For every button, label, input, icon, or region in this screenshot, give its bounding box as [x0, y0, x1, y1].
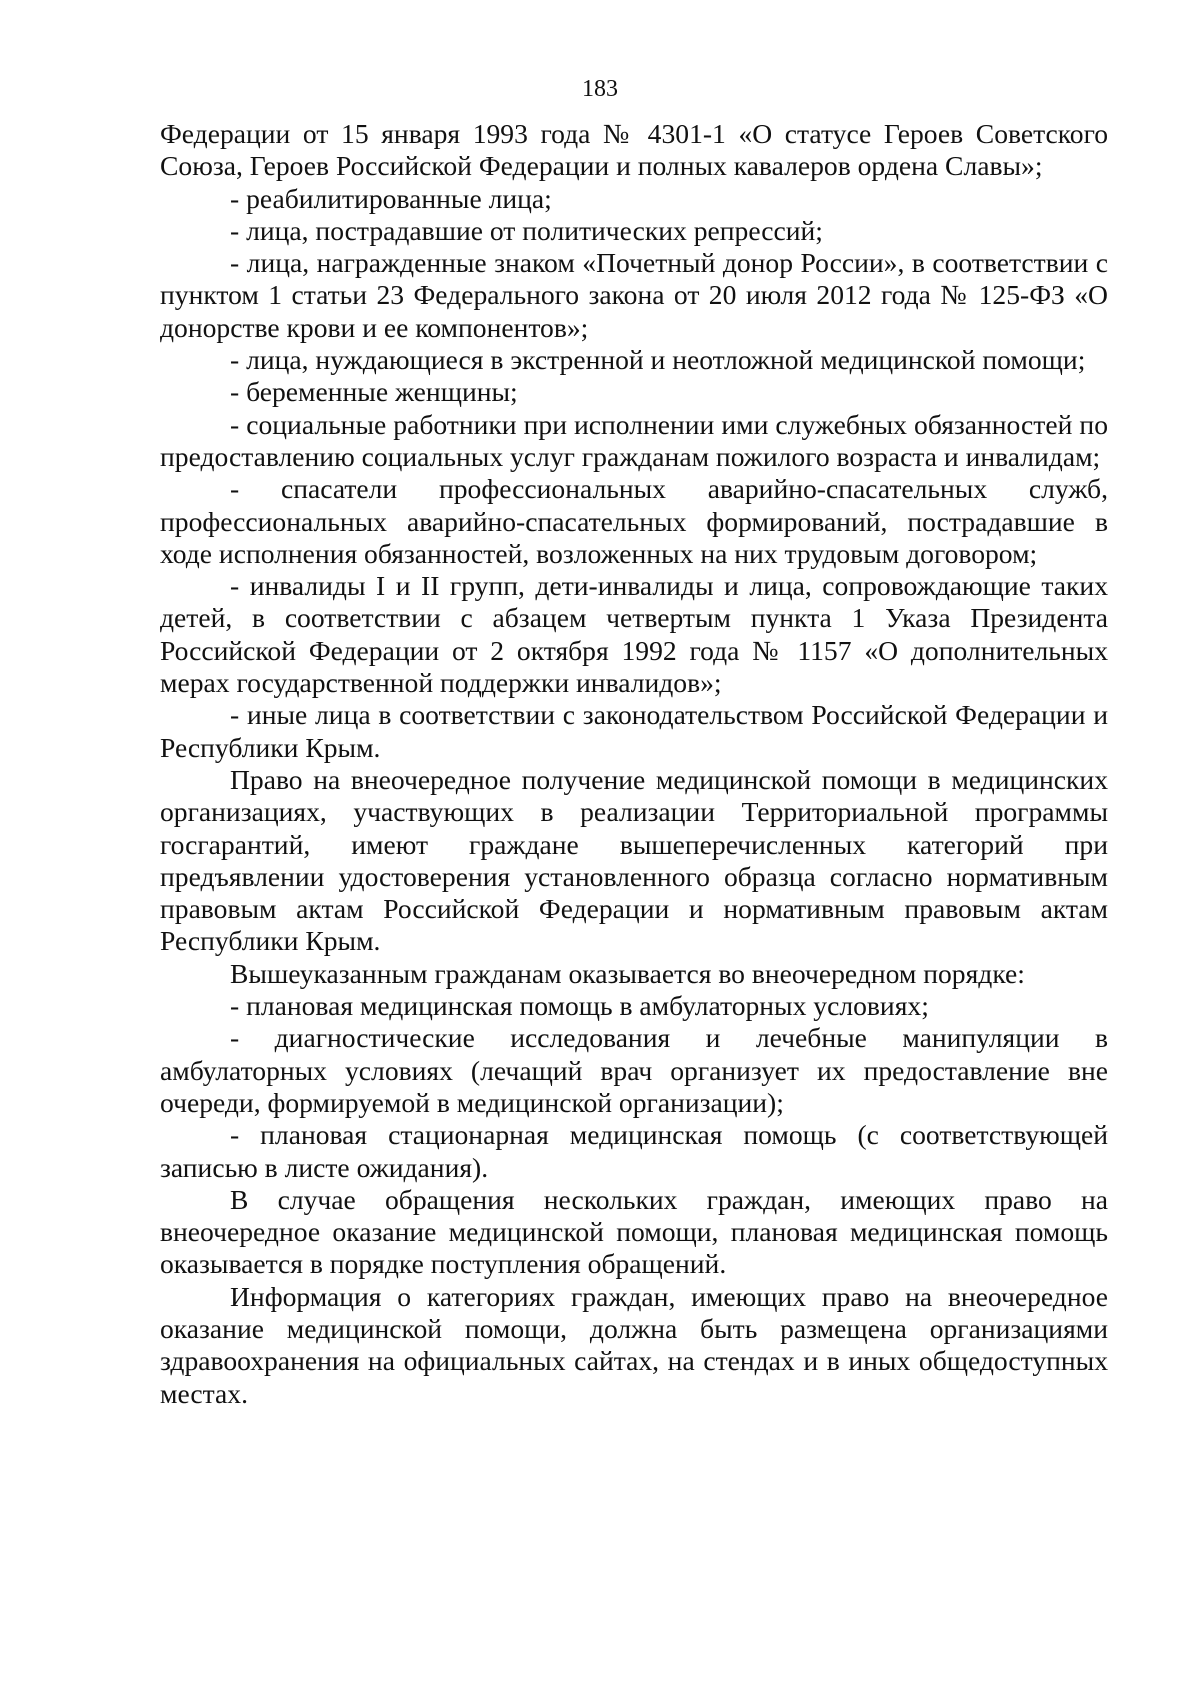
list-item-social-workers: - социальные работники при исполнении ими служебных обязанностей по предоставлению социальных услуг гражданам пожилого возраста и инвалидам;: [160, 408, 1108, 472]
list-item-honorary-donor: - лица, награжденные знаком «Почетный донор России», в соответствии с пунктом 1 статьи 23 Федерального закона от 20 июля 2012 года № 125-ФЗ «О донорстве крови и ее компонентов»;: [160, 247, 1108, 343]
list-item-emergency-care: - лица, нуждающиеся в экстренной и неотложной медицинской помощи;: [230, 344, 1086, 376]
paragraph-continuation: Федерации от 15 января 1993 года № 4301-1 «О статусе Героев Советского Союза, Героев Российской Федерации и полных кавалеров ордена Славы»;: [160, 118, 1108, 182]
list-item-rehabilitated: - реабилитированные лица;: [230, 182, 552, 214]
list-item-pregnant-women: - беременные женщины;: [230, 376, 518, 408]
paragraph-information-placement: Информация о категориях граждан, имеющих право на внеочередное оказание медицинской помощи, должна быть размещена организациями здравоохранения на официальных сайтах, на стендах и в иных общедоступных местах.: [160, 1280, 1108, 1409]
paragraph-priority-services-intro: Вышеуказанным гражданам оказывается во внеочередном порядке:: [230, 957, 1025, 989]
list-item-diagnostics: - диагностические исследования и лечебные манипуляции в амбулаторных условиях (лечащий врач организует их предоставление вне очереди, формируемой в медицинской организации);: [160, 1022, 1108, 1118]
document-body: [160, 118, 1108, 1410]
list-item-disabled-persons: - инвалиды I и II групп, дети-инвалиды и лица, сопровождающие таких детей, в соответствии с абзацем четвертым пункта 1 Указа Президента Российской Федерации от 2 октября 1992 года № 1157 «О дополнительных мерах государственной поддержки инвалидов»;: [160, 570, 1108, 699]
list-item-inpatient-care: - плановая стационарная медицинская помощь (с соответствующей записью в листе ожидания).: [160, 1119, 1108, 1183]
list-item-repression-victims: - лица, пострадавшие от политических репрессий;: [230, 214, 823, 246]
list-item-outpatient-care: - плановая медицинская помощь в амбулаторных условиях;: [230, 990, 929, 1022]
paragraph-multiple-requests: В случае обращения нескольких граждан, имеющих право на внеочередное оказание медицинской помощи, плановая медицинская помощь оказывается в порядке поступления обращений.: [160, 1183, 1108, 1280]
list-item-rescuers: - спасатели профессиональных аварийно-спасательных служб, профессиональных аварийно-спасательных формирований, пострадавшие в ходе исполнения обязанностей, возложенных на них трудовым договором;: [160, 473, 1108, 569]
page-number: 183: [582, 76, 618, 102]
paragraph-right-to-priority-care: Право на внеочередное получение медицинской помощи в медицинских организациях, участвующих в реализации Территориальной программы госгарантий, имеют граждане вышеперечисленных категорий при предъявлении удостоверения установленного образца согласно нормативным правовым актам Российской Федерации и нормативным правовым актам Республики Крым.: [160, 763, 1108, 957]
list-item-other-persons: - иные лица в соответствии с законодательством Российской Федерации и Республики Крым.: [160, 699, 1108, 763]
